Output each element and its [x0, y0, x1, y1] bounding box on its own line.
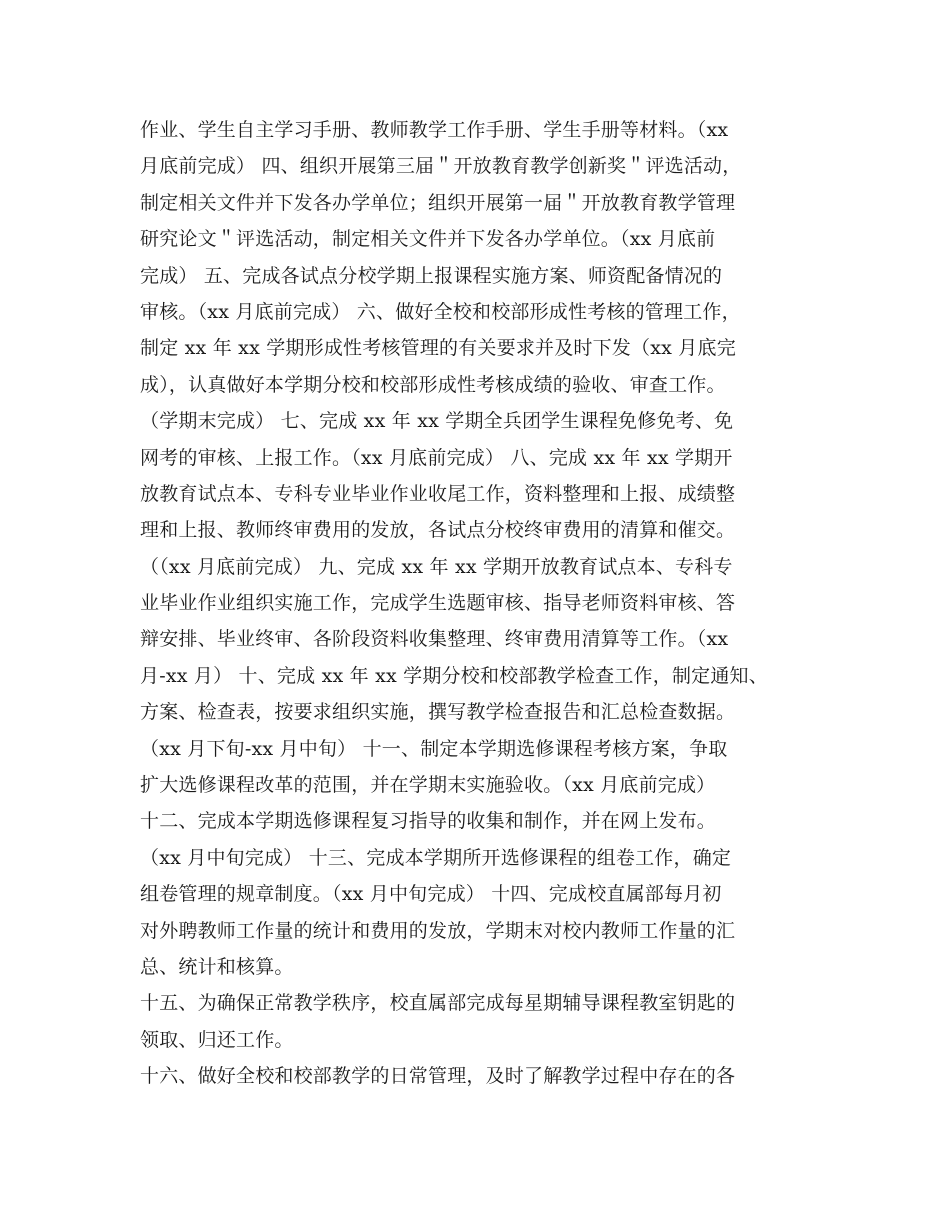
text-line: 完成） 五、完成各试点分校学期上报课程实施方案、师资配备情况的 [140, 264, 723, 287]
text-line: 方案、检查表，按要求组织实施，撰写教学检查报告和汇总检查数据。 [140, 701, 736, 724]
text-line: 扩大选修课程改革的范围，并在学期末实施验收。（xx 月底前完成） [140, 774, 716, 797]
document-body [140, 112, 840, 1095]
text-line: 月-xx 月） 十、完成 xx 年 xx 学期分校和校部教学检查工作，制定通知、 [140, 664, 768, 687]
text-line: 组卷管理的规章制度。（xx 月中旬完成） 十四、完成校直属部每月初 [140, 883, 722, 906]
text-line: 十二、完成本学期选修课程复习指导的收集和制作，并在网上发布。 [140, 810, 717, 833]
text-line: 放教育试点本、专科专业毕业作业收尾工作，资料整理和上报、成绩整 [140, 482, 736, 505]
text-line: 领取、归还工作。 [140, 1028, 294, 1051]
text-line: （学期末完成） 七、完成 xx 年 xx 学期全兵团学生课程免修免考、免 [140, 410, 734, 433]
text-line: 十六、做好全校和校部教学的日常管理，及时了解教学过程中存在的各 [140, 1065, 736, 1088]
text-line: 成），认真做好本学期分校和校部形成性考核成绩的验收、审查工作。 [140, 373, 726, 396]
text-line: 总、统计和核算。 [140, 955, 294, 978]
text-line: （xx 月中旬完成） 十三、完成本学期所开选修课程的组卷工作，确定 [140, 846, 732, 869]
text-line: 网考的审核、上报工作。（xx 月底前完成） 八、完成 xx 年 xx 学期开 [140, 446, 733, 469]
text-line: 作业、学生自主学习手册、教师教学工作手册、学生手册等材料。（xx [140, 119, 729, 141]
text-line: 研究论文＂评选活动，制定相关文件并下发各办学单位。（xx 月底前 [140, 228, 716, 251]
text-line: 月底前完成） 四、组织开展第三届＂开放教育教学创新奖＂评选活动， [140, 155, 742, 178]
text-line: 辩安排、毕业终审、各阶段资料收集整理、终审费用清算等工作。（xx [140, 628, 729, 651]
text-line: （xx 月下旬-xx 月中旬） 十一、制定本学期选修课程考核方案，争取 [140, 737, 728, 760]
text-line: 制定 xx 年 xx 学期形成性考核管理的有关要求并及时下发（xx 月底完 [140, 337, 736, 360]
text-line: 业毕业作业组织实施工作，完成学生选题审核、指导老师资料审核、答 [140, 592, 736, 615]
text-line: （（xx 月底前完成） 九、完成 xx 年 xx 学期开放教育试点本、专科专 [140, 555, 733, 578]
text-line: 理和上报、教师终审费用的发放，各试点分校终审费用的清算和催交。 [140, 519, 736, 542]
text-line: 制定相关文件并下发各办学单位；组织开展第一届＂开放教育教学管理 [140, 191, 736, 214]
text-line: 十五、为确保正常教学秩序，校直属部完成每星期辅导课程教室钥匙的 [140, 992, 736, 1015]
text-line: 审核。（xx 月底前完成） 六、做好全校和校部形成性考核的管理工作， [140, 300, 741, 323]
text-line: 对外聘教师工作量的统计和费用的发放，学期末对校内教师工作量的汇 [140, 919, 736, 942]
